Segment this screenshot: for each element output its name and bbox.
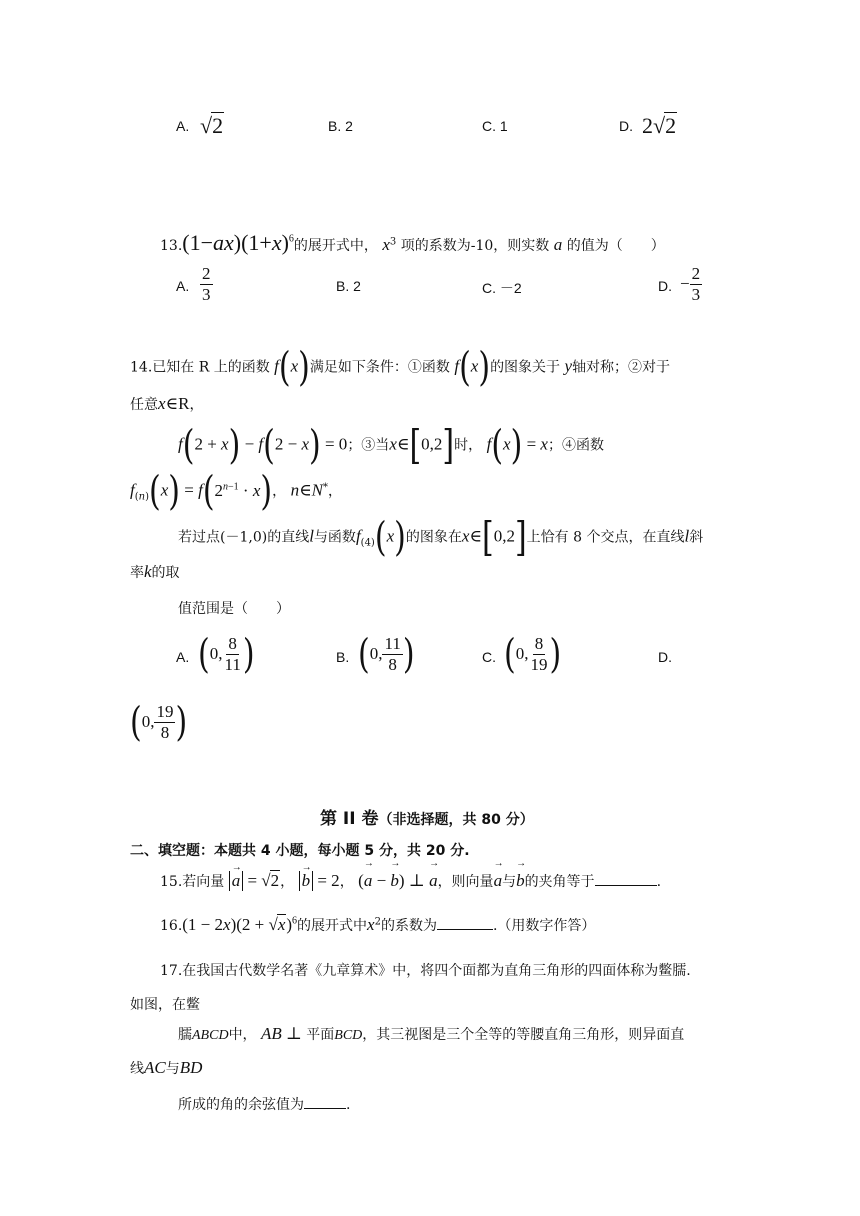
q13-option-a-label: A. <box>176 278 190 294</box>
q13-a-var: a <box>553 235 563 254</box>
q17-line-3: 臑ABCD中， AB ⊥ 平面BCD，其三视图是三个全等的等腰直角三角形，则异面直 <box>178 1024 685 1043</box>
q14-line-1: 14.已知在 R 上的函数 f(x)满足如下条件：①函数 f(x)的图象关于 y轴对称；②对于 <box>130 343 671 392</box>
q12-a-radicand: 2 <box>212 113 224 138</box>
q15-answer-blank <box>595 885 657 886</box>
q13-options <box>176 264 716 314</box>
q13-option-c: C. －2 <box>482 280 522 296</box>
q14-option-d-label: D. <box>658 649 672 665</box>
q13-stem: $13.(1-ax)(1+x)^6$的展开式中， $x^3$ 项的系数为-10，则实数 a 的值为（ ） <box>160 230 665 255</box>
q12-option-c: C. 1 <box>482 118 508 134</box>
q12-option-a-value: √2 <box>200 113 224 138</box>
q17-answer-blank <box>304 1108 346 1109</box>
q12-option-d-label: D. <box>619 118 633 134</box>
q14-line-2: 任意x∈R， <box>130 394 204 413</box>
q17-line-4: 线AC与BD <box>130 1058 203 1077</box>
q13-x3: x <box>382 235 390 254</box>
q14-line-7: 值范围是（ ） <box>178 601 290 617</box>
q17-line-1: 17.在我国古代数学名著《九章算术》中，将四个面都为直角三角形的四面体称为鳖臑. <box>160 963 691 979</box>
q17-line-5: 所成的角的余弦值为 . <box>178 1097 351 1113</box>
q13-number: 13. <box>160 238 183 254</box>
q16-stem: $16.(1 - 2x)(2 + √x)^6$的展开式中$x^2$的系数为 .（用数字作答） <box>160 915 596 934</box>
q16-answer-blank <box>437 929 493 930</box>
q13-option-a-value: $\frac{2}{3}$ <box>202 264 211 304</box>
q14-option-c-label: C. <box>482 649 496 665</box>
q13-option-d-label: D. <box>658 278 672 294</box>
section-fill-blank: 二、填空题：本题共 4 小题，每小题 5 分，共 20 分. <box>130 843 470 859</box>
q14-option-b-value: (0, $\frac{11}{8}$ ) <box>358 630 415 678</box>
q14-line-3: f(2 + x) − f(2 − x) = 0；③当x∈[0,2]时， f(x) = x；④函数 <box>178 421 604 470</box>
q12-option-d-value: 2√2 <box>642 113 677 138</box>
q13-option-d-value: − $\frac{2}{3}$ <box>680 264 701 304</box>
q14-options <box>130 630 690 746</box>
q14-option-a-value: (0, $\frac{8}{11}$ ) <box>198 630 255 678</box>
q13-expression: $(1-ax)(1+x)^6$ <box>182 230 294 255</box>
q17-line-2: 如图，在鳖 <box>130 997 200 1013</box>
q15-stem: 15.若向量 → a = √2， → b = 2， (→ a − → b) ⊥ → a，则向量→ a与→ b的夹角等于 . <box>160 870 661 891</box>
q12-option-a-label: A. <box>176 118 190 134</box>
q14-option-a-label: A. <box>176 649 190 665</box>
q14-option-b-label: B. <box>336 649 350 665</box>
q14-option-c-value: (0, $\frac{8}{19}$ ) <box>504 630 562 678</box>
q12-options <box>176 112 696 142</box>
q13-option-b: B. 2 <box>336 278 361 294</box>
q14-line-5: 若过点(－1,0)的直线l与函数$f_{(4)}(x)$的图象在x∈[0,2]上恰有 8 个交点，在直线l斜 <box>178 513 704 562</box>
part2-title: 第 II 卷（非选择题，共 80 分） <box>320 809 534 829</box>
q14-line-6: 率k的取 <box>130 562 180 581</box>
q14-option-d-value: (0, $\frac{19}{8}$ ) <box>130 698 188 746</box>
q14-line-4: $f_{(n)}(x) = f(2^{n-1} \cdot x)$， n∈N*， <box>130 467 342 516</box>
q12-option-b: B. 2 <box>328 118 353 134</box>
